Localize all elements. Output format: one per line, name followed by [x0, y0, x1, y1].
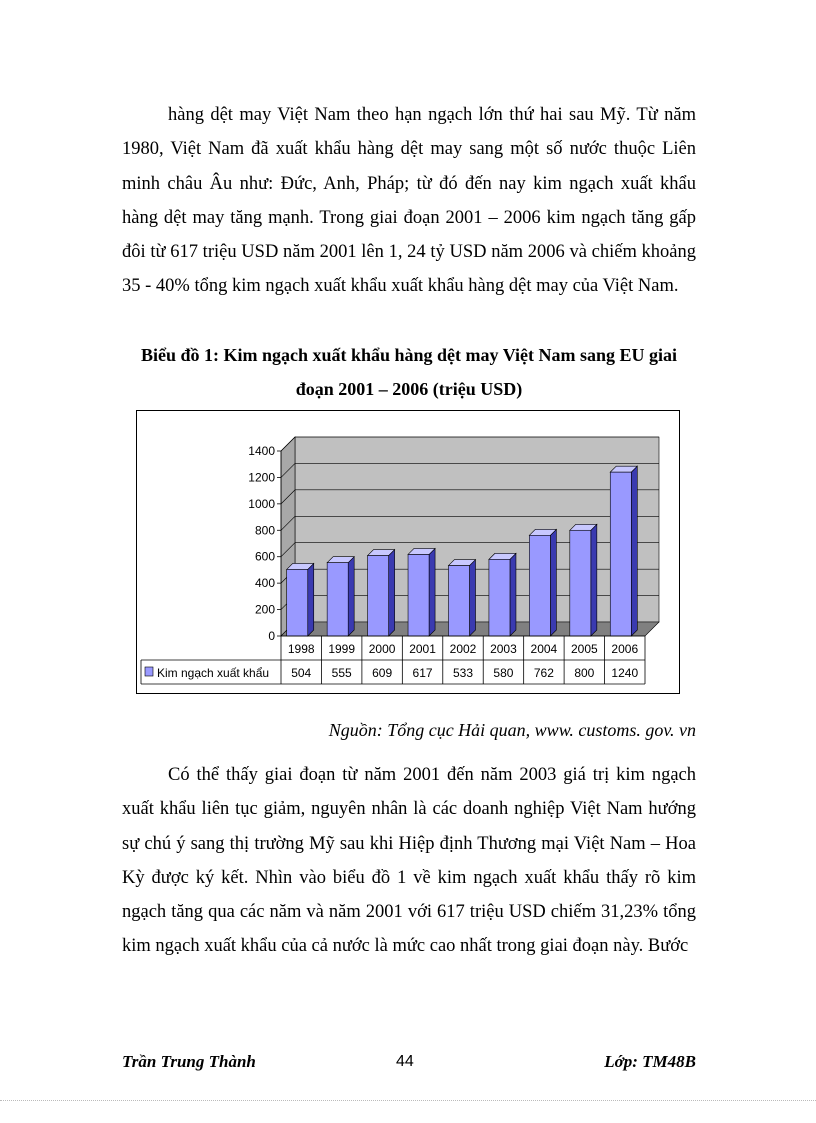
data-table-value: 762 — [533, 666, 554, 680]
legend-swatch — [145, 667, 153, 676]
bar-side — [550, 529, 556, 636]
bar — [489, 559, 510, 636]
bar-side — [389, 550, 395, 636]
x-tick-label: 2006 — [611, 642, 639, 656]
bar-side — [631, 466, 637, 636]
bar — [529, 535, 550, 636]
data-table-value: 580 — [493, 666, 514, 680]
x-tick-label: 2002 — [449, 642, 477, 656]
x-tick-label: 2001 — [409, 642, 436, 656]
data-table-value: 617 — [412, 666, 433, 680]
chart-caption — [122, 338, 696, 406]
x-tick-label: 2004 — [530, 642, 558, 656]
bar-chart — [136, 410, 680, 694]
data-table-value: 555 — [331, 666, 352, 680]
footer-page-number: 44 — [396, 1053, 414, 1070]
y-tick-label: 0 — [268, 629, 275, 643]
bar — [368, 556, 389, 636]
paragraph-analysis — [122, 758, 696, 964]
y-tick-label: 1200 — [248, 470, 275, 485]
y-tick-label: 1400 — [248, 444, 275, 458]
chart-caption-line1: Biểu đồ 1: Kim ngạch xuất khẩu hàng dệt may Việt Nam sang EU giai — [140, 345, 678, 365]
chart-source: Nguồn: Tổng cục Hải quan, www. customs. gov. vn — [328, 720, 696, 740]
bar-side — [470, 560, 476, 636]
data-table-value: 533 — [452, 666, 474, 680]
data-table-value: 800 — [574, 666, 595, 680]
bar — [327, 563, 348, 636]
bar — [408, 554, 429, 636]
y-tick-label: 400 — [254, 576, 275, 591]
paragraph-intro-text: hàng dệt may Việt Nam theo hạn ngạch lớn thứ hai sau Mỹ. Từ năm 1980, Việt Nam đã xuất khẩu hàng dệt may sang một số nước thuộc Liên minh châu Âu như: Đức, Anh, Pháp; từ đó đến nay kim ngạch xuất khẩu hàng dệt may tăng mạnh. Trong giai đoạn 2001 – 2006 kim ngạch tăng gấp đôi từ 617 triệu USD năm 2001 lên 1, 24 tỷ USD năm 2006 và chiếm khoảng 35 - 40% tổng kim ngạch xuất khẩu xuất khẩu hàng dệt may của Việt Nam. — [122, 105, 696, 297]
x-tick-label: 1999 — [328, 642, 356, 656]
bar-side — [308, 563, 314, 636]
footer-class: Lớp: TM48B — [604, 1052, 696, 1071]
bar — [287, 569, 308, 636]
bar-chart-svg — [137, 411, 679, 693]
data-table-value: 609 — [372, 666, 393, 680]
paragraph-analysis-text: Có thể thấy giai đoạn từ năm 2001 đến năm 2003 giá trị kim ngạch xuất khẩu liên tục giảm, nguyên nhân là các doanh nghiệp Việt Nam hướng sự chú ý sang thị trường Mỹ sau khi Hiệp định Thương mại Việt Nam – Hoa Kỳ được ký kết. Nhìn vào biểu đồ 1 về kim ngạch xuất khẩu thấy rõ kim ngạch tăng qua các năm và năm 2001 với 617 triệu USD chiếm 31,23% tổng kim ngạch xuất khẩu của cả nước là mức cao nhất trong giai đoạn này. Bước — [122, 765, 696, 957]
y-tick-label: 200 — [254, 602, 275, 617]
data-table-value: 504 — [291, 666, 312, 680]
x-tick-label: 1998 — [287, 642, 315, 656]
y-tick-label: 600 — [254, 549, 275, 564]
x-tick-label: 2003 — [490, 642, 517, 656]
bar — [610, 472, 631, 636]
x-tick-label: 2005 — [570, 642, 598, 656]
bar-side — [348, 557, 354, 636]
page-bottom-divider — [0, 1100, 816, 1101]
footer-author: Trần Trung Thành — [122, 1052, 256, 1071]
bar-side — [429, 548, 435, 636]
y-tick-label: 1000 — [248, 496, 275, 511]
bar — [570, 530, 591, 636]
data-table-value: 1240 — [611, 666, 639, 680]
legend-label: Kim ngạch xuất khẩu — [157, 666, 270, 680]
paragraph-intro — [122, 98, 696, 304]
y-tick-label: 800 — [254, 523, 275, 538]
x-tick-label: 2000 — [368, 642, 396, 656]
bar-side — [591, 524, 597, 636]
bar — [448, 566, 469, 636]
chart-caption-line2: đoạn 2001 – 2006 (triệu USD) — [295, 379, 523, 399]
bar-side — [510, 553, 516, 636]
